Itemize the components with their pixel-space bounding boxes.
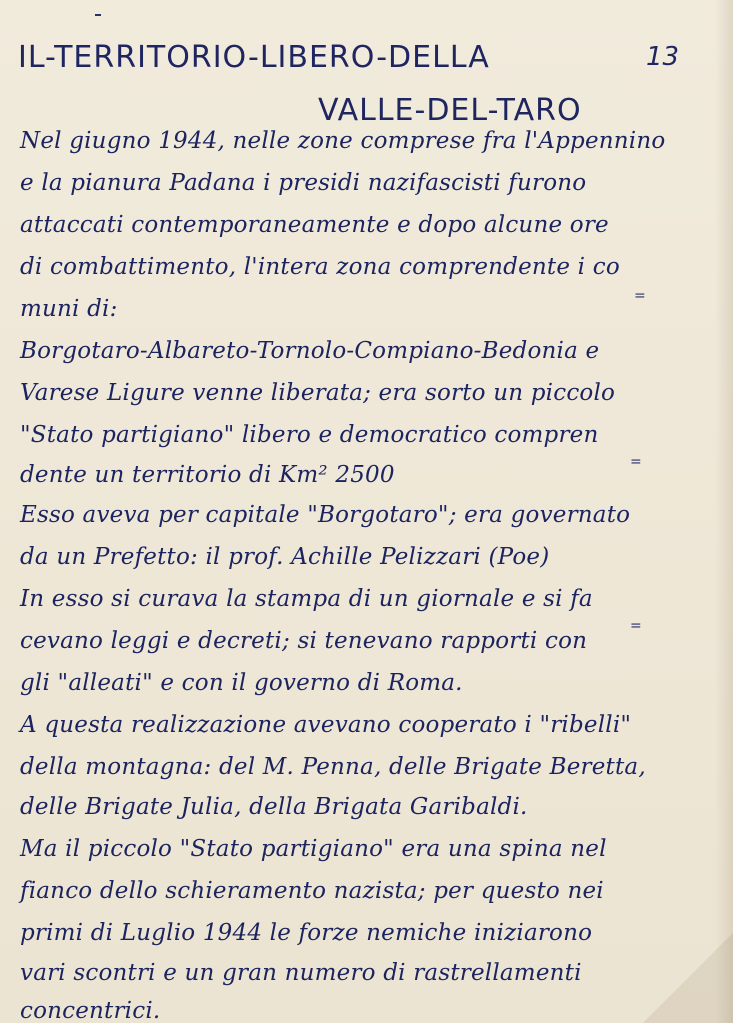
text-line: "Stato partigiano" libero e democratico compren [20,422,599,448]
text-line: Borgotaro-Albareto-Tornolo-Compiano-Bedonia e [20,338,600,364]
margin-mark: = [630,618,642,634]
page-number: 13 [646,42,680,72]
margin-mark: = [634,288,646,304]
ink-dot-mark [95,14,101,16]
title-line-2: VALLE-DEL-TARO [318,93,582,128]
page-edge-shadow [715,0,733,1023]
text-line: Nel giugno 1944, nelle zone comprese fra l'Appennino [20,128,666,154]
text-line: vari scontri e un gran numero di rastrellamenti [20,960,582,986]
text-line: Ma il piccolo "Stato partigiano" era una spina nel [20,836,607,862]
text-line: cevano leggi e decreti; si tenevano rapporti con [20,628,588,654]
text-line: da un Prefetto: il prof. Achille Pelizzari (Poe) [20,544,550,570]
title-line-1: IL-TERRITORIO-LIBERO-DELLA [18,40,490,75]
text-line: gli "alleati" e con il governo di Roma. [20,670,463,696]
text-line: dente un territorio di Km² 2500 [20,462,395,488]
margin-mark: = [630,454,642,470]
text-line: A questa realizzazione avevano cooperato i "ribelli" [20,712,632,738]
text-line: delle Brigate Julia, della Brigata Garibaldi. [20,794,528,820]
text-line: concentrici. [20,998,161,1023]
text-line: di combattimento, l'intera zona comprendente i co [20,254,620,280]
text-line: della montagna: del M. Penna, delle Brigate Beretta, [20,754,646,780]
text-line: Esso aveva per capitale "Borgotaro"; era governato [20,502,631,528]
text-line: primi di Luglio 1944 le forze nemiche iniziarono [20,920,593,946]
text-line: attaccati contemporaneamente e dopo alcune ore [20,212,609,238]
text-line: muni di: [20,296,118,322]
text-line: fianco dello schieramento nazista; per questo nei [20,878,604,904]
text-line: e la pianura Padana i presidi nazifascisti furono [20,170,587,196]
text-line: In esso si curava la stampa di un giornale e si fa [20,586,593,612]
text-line: Varese Ligure venne liberata; era sorto un piccolo [20,380,616,406]
